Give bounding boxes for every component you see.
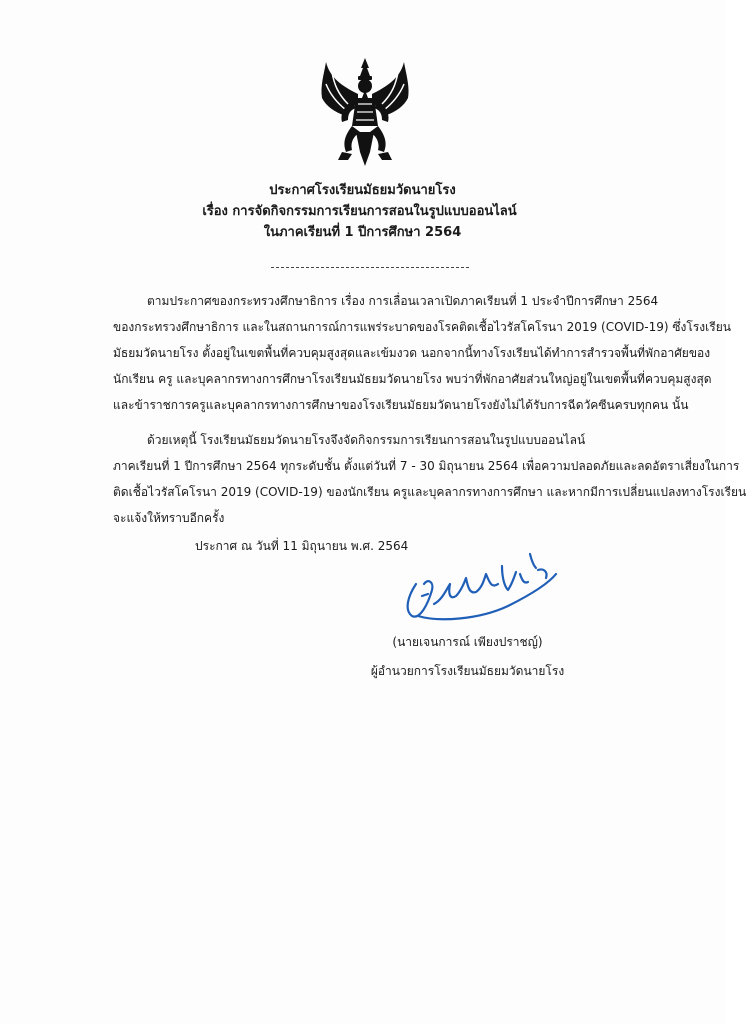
garuda-emblem-icon [312, 56, 418, 172]
announcement-title [0, 180, 725, 243]
paragraph-line: มัธยมวัดนายโรง ตั้งอยู่ในเขตพื้นที่ควบคุมสูงสุดและเข้มงวด นอกจากนี้ทางโรงเรียนได้ทำการสำรวจพื้นที่พักอาศัยของ [113, 346, 711, 360]
title-line-3: ในภาคเรียนที่ 1 ปีการศึกษา 2564 [263, 225, 462, 240]
paragraph-2 [113, 427, 746, 531]
signer-position: ผู้อำนวยการโรงเรียนมัธยมวัดนายโรง [370, 664, 565, 678]
signature-image [398, 544, 563, 624]
paragraph-line: ของกระทรวงศึกษาธิการ และในสถานการณ์การแพร่ระบาดของโรคติดเชื้อไวรัสโคโรนา 2019 (COVID-19) ซึ่งโรงเรียน [113, 320, 731, 334]
paragraph-1 [113, 288, 731, 418]
paragraph-line: และข้าราชการครูและบุคลากรทางการศึกษาของโรงเรียนมัธยมวัดนายโรงยังไม่ได้รับการฉีดวัคซีนครบทุกคน นั้น [113, 398, 689, 412]
paragraph-line: จะแจ้งให้ทราบอีกครั้ง [113, 511, 225, 525]
paragraph-line: ด้วยเหตุนี้ โรงเรียนมัธยมวัดนายโรงจึงจัดกิจกรรมการเรียนการสอนในรูปแบบออนไลน์ [147, 433, 586, 447]
paragraph-line: ตามประกาศของกระทรวงศึกษาธิการ เรื่อง การเลื่อนเวลาเปิดภาคเรียนที่ 1 ประจำปีการศึกษา 2564 [147, 294, 659, 308]
paragraph-line: ภาคเรียนที่ 1 ปีการศึกษา 2564 ทุกระดับชั้น ตั้งแต่วันที่ 7 - 30 มิถุนายน 2564 เพื่อความปลอดภัยและลดอัตราเสี่ยงในการ [113, 459, 740, 473]
title-divider [271, 267, 469, 268]
paragraph-line: ติดเชื้อไวรัสโคโรนา 2019 (COVID-19) ของนักเรียน ครูและบุคลากรทางการศึกษา และหากมีการเปลี่ยนแปลงทางโรงเรียน [113, 485, 746, 499]
title-line-1: ประกาศโรงเรียนมัธยมวัดนายโรง [269, 183, 456, 198]
signer-name: (นายเจนการณ์ เพียงปราชญ์) [392, 635, 543, 649]
paragraph-line: นักเรียน ครู และบุคลากรทางการศึกษาโรงเรียนมัธยมวัดนายโรง พบว่าที่พักอาศัยส่วนใหญ่อยู่ในเขตพื้นที่ควบคุมสูงสุด [113, 372, 712, 386]
title-line-2: เรื่อง การจัดกิจกรรมการเรียนการสอนในรูปแบบออนไลน์ [202, 204, 517, 219]
announcement-date: ประกาศ ณ วันที่ 11 มิถุนายน พ.ศ. 2564 [195, 539, 409, 553]
